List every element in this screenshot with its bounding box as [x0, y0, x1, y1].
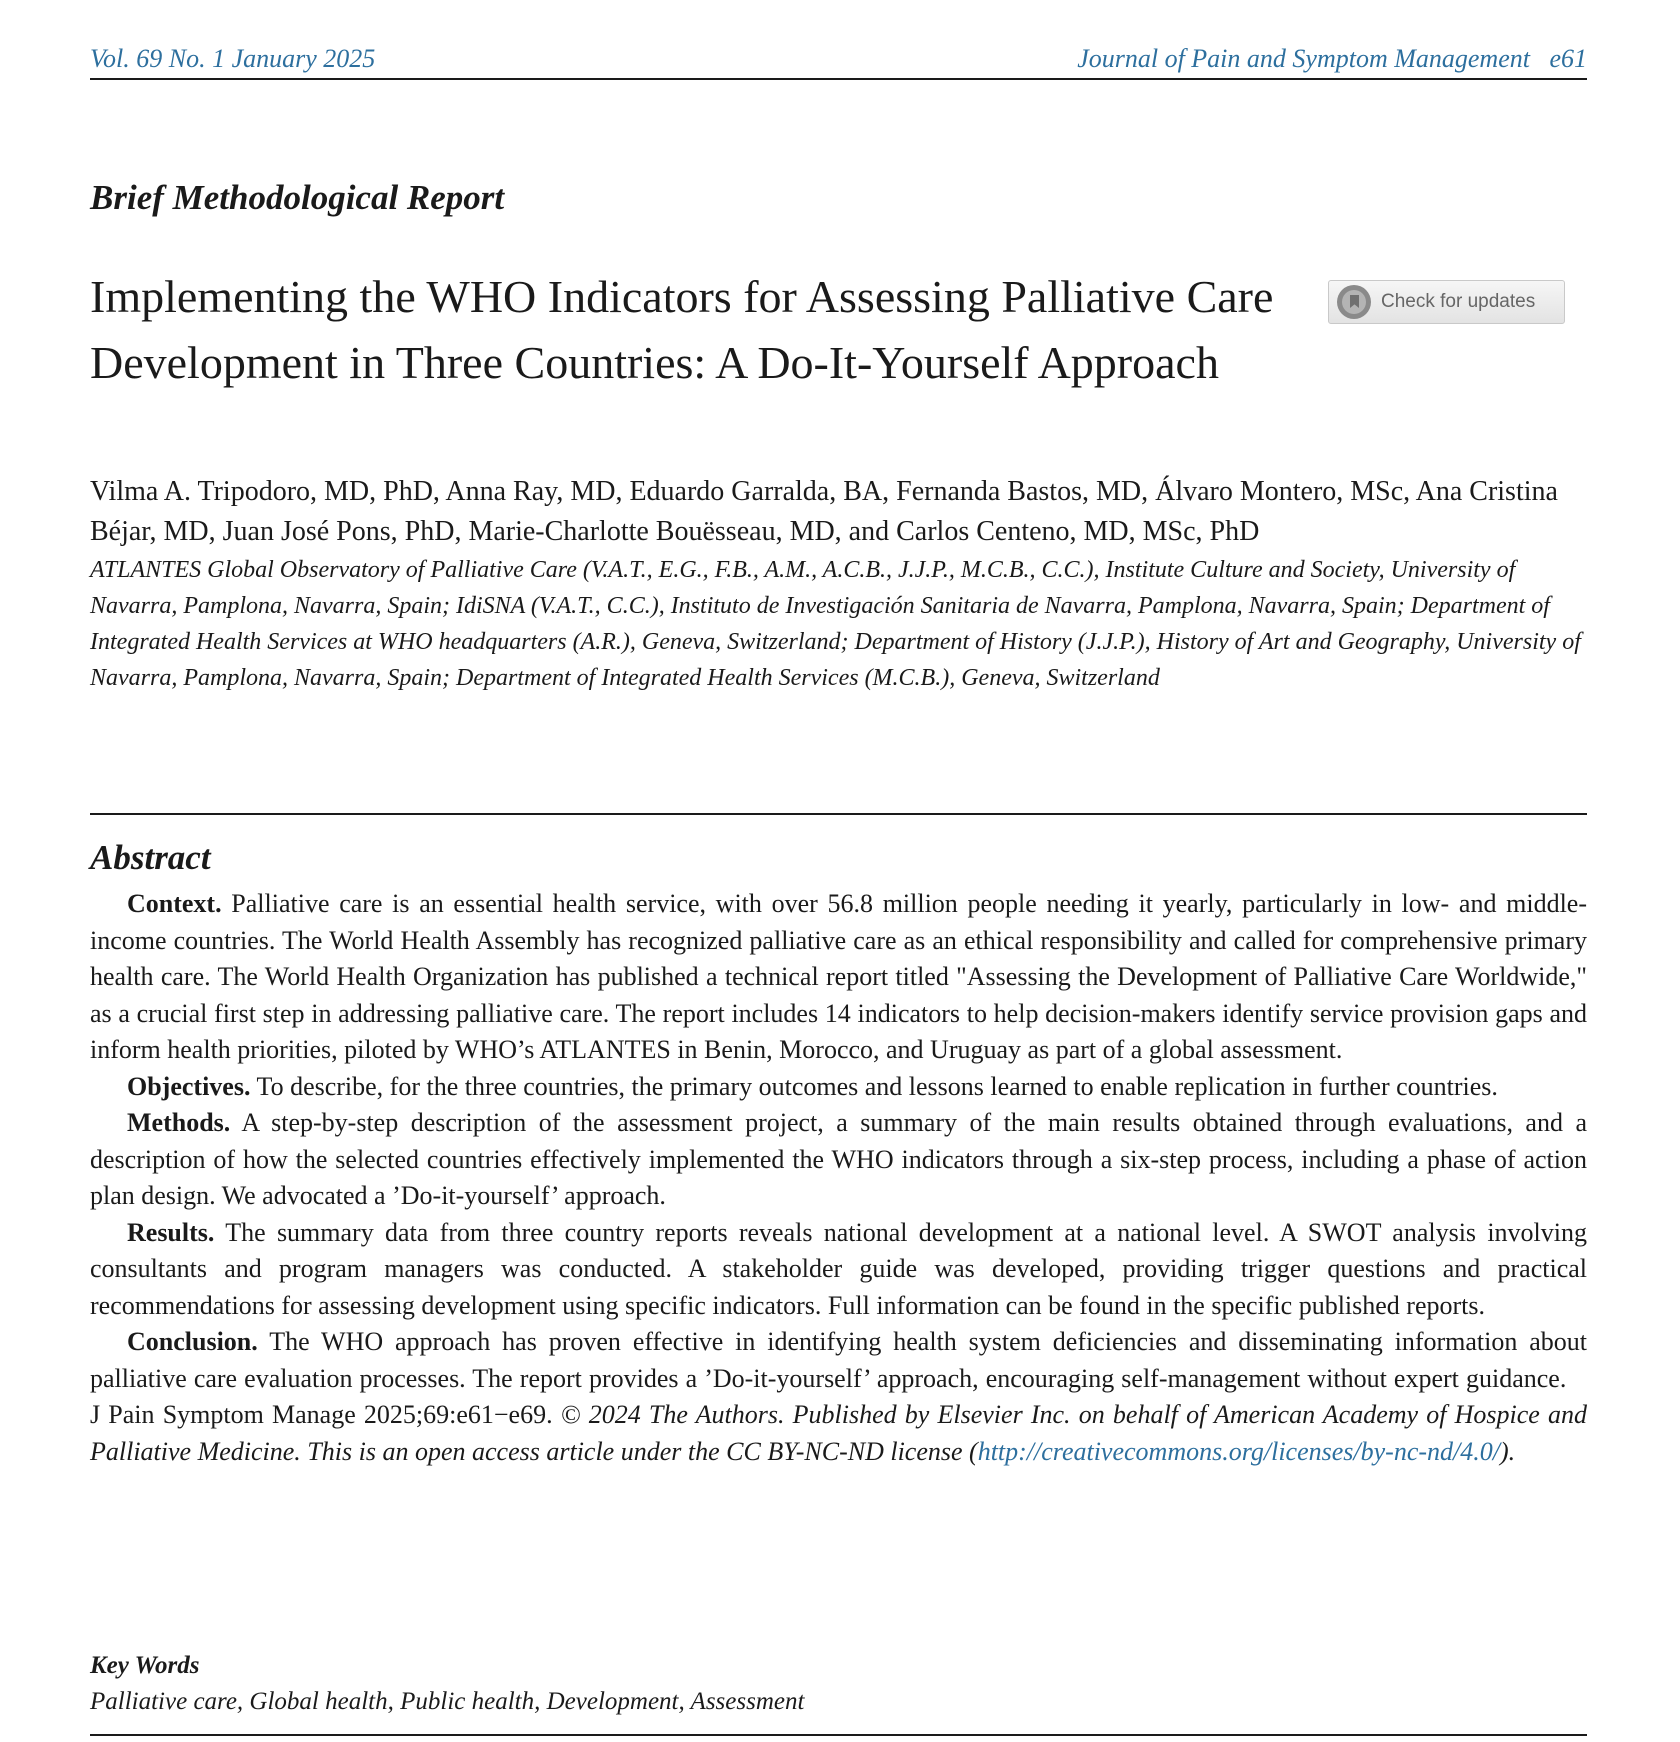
abstract-body — [90, 886, 1587, 1470]
results-label: Results. — [127, 1217, 215, 1247]
running-head — [90, 44, 1587, 80]
article-type: Brief Methodological Report — [90, 178, 505, 217]
running-head-journal[interactable]: Journal of Pain and Symptom Management e61 — [1077, 44, 1587, 73]
methods-text: A step-by-step description of the assessment project, a summary of the main results obtained through evaluations, and a description of how the selected countries effectively implemented the WHO indicators through a six-step process, including a phase of action plan design. We advocated a ’Do-it-yourself’ approach. — [90, 1108, 1587, 1210]
abstract-results — [90, 1215, 1587, 1325]
copyright-closing: ). — [1499, 1436, 1516, 1466]
license-link[interactable]: http://creativecommons.org/licenses/by-nc-nd/4.0/ — [977, 1436, 1500, 1466]
running-head-issue: Vol. 69 No. 1 January 2025 — [90, 44, 376, 73]
objectives-label: Objectives. — [127, 1071, 251, 1101]
check-for-updates-button[interactable] — [1328, 280, 1565, 324]
keywords-heading: Key Words — [90, 1652, 200, 1679]
keywords-list: Palliative care, Global health, Public health, Development, Assessment — [90, 1688, 805, 1715]
objectives-text: To describe, for the three countries, the primary outcomes and lessons learned to enable replication in further countries. — [256, 1071, 1498, 1101]
abstract-conclusion — [90, 1324, 1587, 1470]
affiliations: ATLANTES Global Observatory of Palliative Care (V.A.T., E.G., F.B., A.M., A.C.B., J.J.P., M.C.B., C.C.), Institute Culture and Society, University of Navarra, Pamplona, Navarra, Spain; IdiSNA (V.A.T., C.C.), Instituto de Investigación Sanitaria de Navarra, Pamplona, Navarra, Spain; Department of Integrated Health Services at WHO headquarters (A.R.), Geneva, Switzerland; Department of History (J.J.P.), History of Art and Geography, University of Navarra, Pamplona, Navarra, Spain; Department of Integrated Health Services (M.C.B.), Geneva, Switzerland — [90, 557, 1581, 691]
section-divider — [90, 813, 1587, 815]
conclusion-text: The WHO approach has proven effective in identifying health system deficiencies and disseminating information about palliative care evaluation processes. The report provides a ’Do-it-yourself’ approach, encouraging self-management without expert guidance. — [90, 1327, 1587, 1393]
context-label: Context. — [127, 889, 222, 918]
citation: J Pain Symptom Manage 2025;69:e61−e69. — [90, 1400, 553, 1429]
author-list: Vilma A. Tripodoro, MD, PhD, Anna Ray, MD, Eduardo Garralda, BA, Fernanda Bastos, MD, Álvaro Montero, MSc, Ana Cristina Béjar, MD, Juan José Pons, PhD, Marie-Charlotte Bouësseau, MD, and Carlos Centeno, MD, MSc, PhD — [90, 476, 1558, 547]
context-text: Palliative care is an essential health service, with over 56.8 million people needing it yearly, particularly in low- and middle-income countries. The World Health Assembly has recognized palliative care as an ethical responsibility and called for comprehensive primary health care. The World Health Organization has published a technical report titled "Assessing the Development of Palliative Care Worldwide," as a crucial first step in addressing palliative care. The report includes 14 indicators to help decision-makers identify service provision gaps and inform health priorities, piloted by WHO’s ATLANTES in Benin, Morocco, and Uruguay as part of a global assessment. — [90, 889, 1588, 1064]
abstract-objectives — [90, 1069, 1587, 1106]
section-divider-bottom — [90, 1734, 1587, 1736]
results-text: The summary data from three country reports reveals national development at a national level. A SWOT analysis involving consultants and program managers was conducted. A stakeholder guide was developed, providing trigger questions and practical recommendations for assessing development using specific indicators. Full information can be found in the specific published reports. — [90, 1217, 1588, 1320]
copyright-notice: © 2024 The Authors. Published by Elsevier Inc. on behalf of American Academy of Hospice and Palliative Medicine. This is an open access article under the CC BY-NC-ND license ( — [90, 1400, 1588, 1466]
abstract-context — [90, 886, 1587, 1069]
check-for-updates-label: Check for updates — [1381, 291, 1536, 312]
methods-label: Methods. — [127, 1108, 231, 1137]
conclusion-label: Conclusion. — [127, 1327, 258, 1356]
abstract-methods — [90, 1105, 1587, 1215]
article-title: Implementing the WHO Indicators for Assessing Palliative Care Development in Three Countries: A Do-It-Yourself Approach — [90, 271, 1274, 388]
abstract-heading: Abstract — [90, 838, 211, 877]
bookmark-icon — [1337, 285, 1371, 319]
